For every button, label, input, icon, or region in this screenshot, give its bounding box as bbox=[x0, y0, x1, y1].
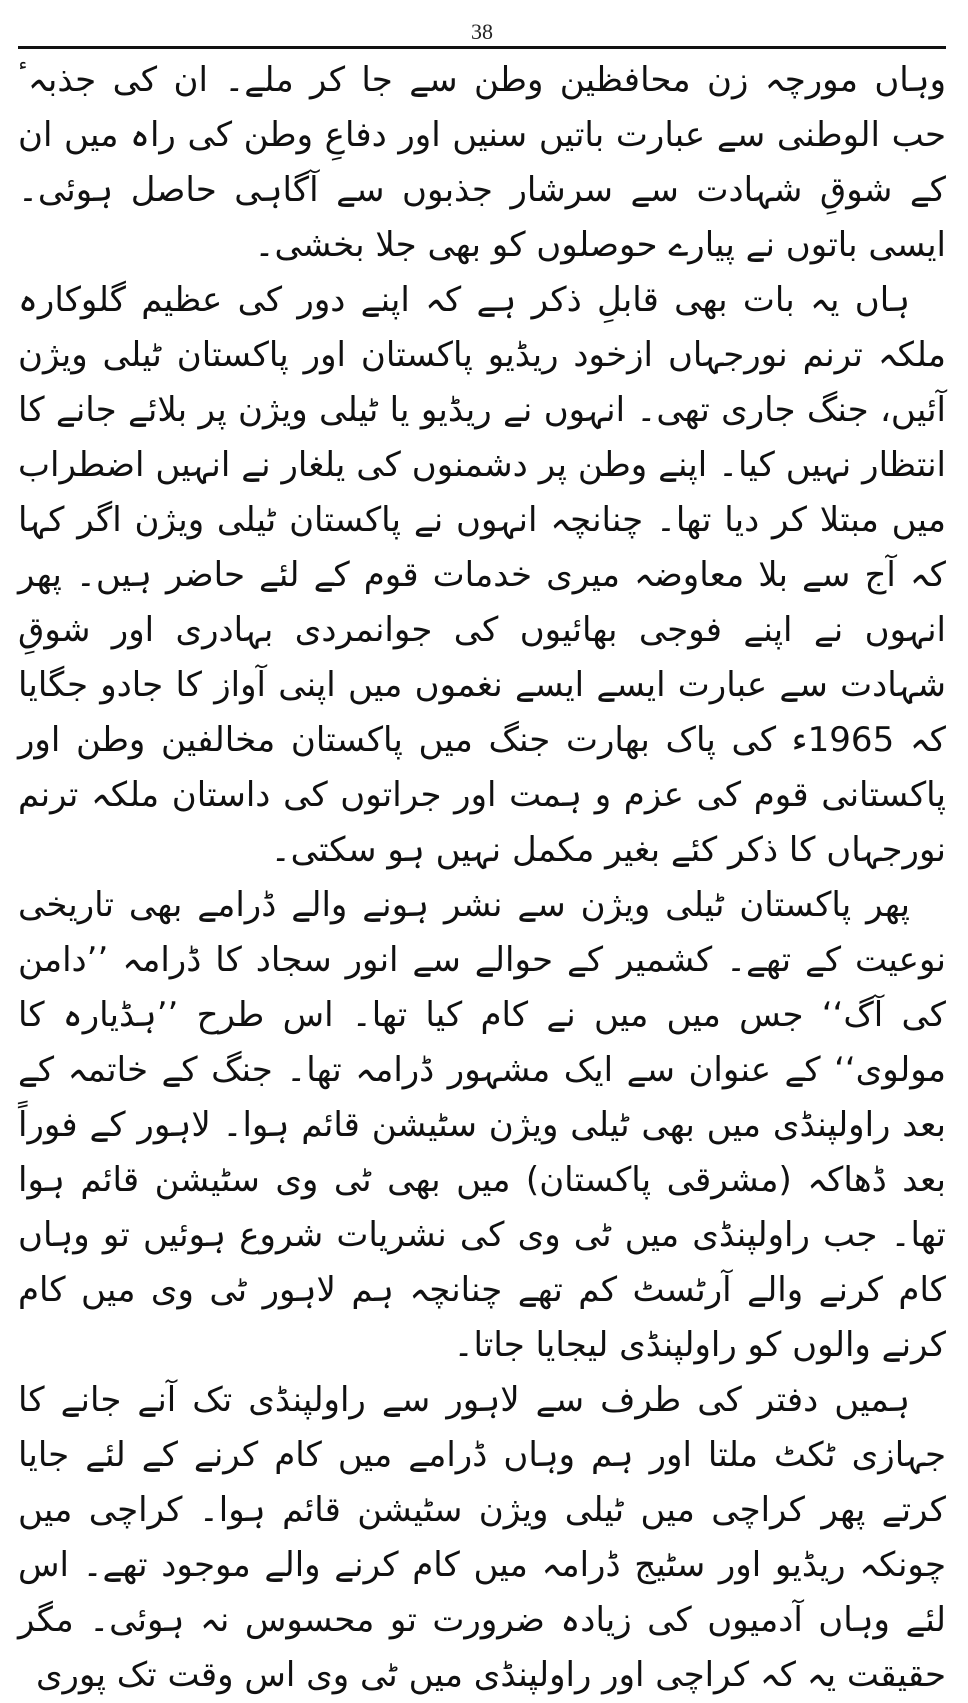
header-rule bbox=[18, 46, 946, 49]
page-number: 38 bbox=[471, 19, 493, 44]
page-body bbox=[18, 53, 946, 1703]
paragraph-2: ہاں یہ بات بھی قابلِ ذکر ہے کہ اپنے دور کی عظیم گلوکارہ ملکہ ترنم نورجہاں ازخود ریڈیو پاکستان اور پاکستان ٹیلی ویژن آئیں، جنگ جاری تھی۔ انہوں نے ریڈیو یا ٹیلی ویژن پر بلائے جانے کا انتظار نہیں کیا۔ اپنے وطن پر دشمنوں کی یلغار نے انہیں اضطراب میں مبتلا کر دیا تھا۔ چنانچہ انہوں نے پاکستان ٹیلی ویژن اگر کہا کہ آج سے بلا معاوضہ میری خدمات قوم کے لئے حاضر ہیں۔ پھر انہوں نے اپنے فوجی بھائیوں کی جوانمردی بہادری اور شوقِ شہادت سے عبارت ایسے ایسے نغموں میں اپنی آواز کا جادو جگایا کہ 1965ء کی پاک بھارت جنگ میں پاکستان مخالفین وطن اور پاکستانی قوم کی عزم و ہمت اور جراتوں کی داستان ملکہ ترنم نورجہاں کا ذکر کئے بغیر مکمل نہیں ہو سکتی۔ bbox=[18, 280, 946, 870]
paragraph-3: پھر پاکستان ٹیلی ویژن سے نشر ہونے والے ڈرامے بھی تاریخی نوعیت کے تھے۔ کشمیر کے حوالے سے انور سجاد کا ڈرامہ ’’دامن کی آگ‘‘ جس میں میں نے کام کیا تھا۔ اس طرح ’’ہڈیارہ کا مولوی‘‘ کے عنوان سے ایک مشہور ڈرامہ تھا۔ جنگ کے خاتمہ کے بعد راولپنڈی میں بھی ٹیلی ویژن سٹیشن قائم ہوا۔ لاہور کے فوراً بعد ڈھاکہ (مشرقی پاکستان) میں بھی ٹی وی سٹیشن قائم ہوا تھا۔ جب راولپنڈی میں ٹی وی کی نشریات شروع ہوئیں تو وہاں کام کرنے والے آرٹسٹ کم تھے چنانچہ ہم لاہور ٹی وی میں کام کرنے والوں کو راولپنڈی لیجایا جاتا۔ bbox=[18, 885, 946, 1365]
paragraph-4: ہمیں دفتر کی طرف سے لاہور سے راولپنڈی تک آنے جانے کا جہازی ٹکٹ ملتا اور ہم وہاں ڈرامے میں کام کرنے کے لئے جایا کرتے پھر کراچی میں ٹیلی ویژن سٹیشن قائم ہوا۔ کراچی میں چونکہ ریڈیو اور سٹیج ڈرامہ میں کام کرنے والے موجود تھے۔ اس لئے وہاں آدمیوں کی زیادہ ضرورت تو محسوس نہ ہوئی۔ مگر حقیقت یہ کہ کراچی اور راولپنڈی میں ٹی وی اس وقت تک پوری bbox=[18, 1380, 946, 1695]
paragraph-1: وہاں مورچہ زن محافظین وطن سے جا کر ملے۔ ان کی جذبہٴ حب الوطنی سے عبارت باتیں سنیں اور دفاعِ وطن کی راہ میں ان کے شوقِ شہادت سے سرشار جذبوں سے آگاہی حاصل ہوئی۔ ایسی باتوں نے پیارے حوصلوں کو بھی جلا بخشی۔ bbox=[18, 60, 946, 265]
